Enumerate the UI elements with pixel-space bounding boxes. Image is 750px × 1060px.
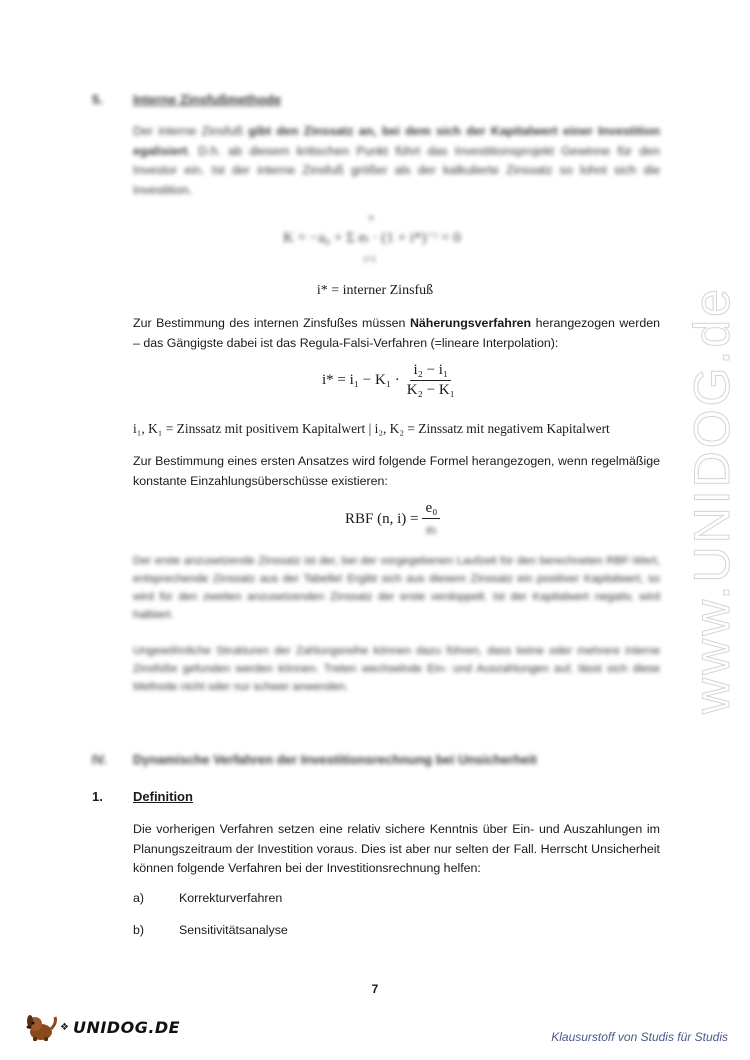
list-item-label: b)	[133, 923, 145, 937]
rbf-fraction	[422, 500, 440, 539]
rbf-lhs: RBF (n, i) =	[345, 511, 419, 527]
watermark: www.UNIDOG.de	[684, 286, 740, 714]
rbf-formula	[345, 500, 440, 539]
definition-paragraph: Die vorherigen Verfahren setzen eine relativ sichere Kenntnis über Ein- und Auszahlungen im Planungszeitraum der Investition voraus. Dies ist aber nur selten der Fall. Herrscht Unsicherheit können folgende Verfahren bei der Investitionsrechnung helfen:	[133, 822, 660, 875]
regula-falsi-formula	[322, 362, 458, 399]
list-item-label: a)	[133, 891, 145, 905]
kapitalwert-formula	[283, 228, 461, 247]
section-number: 5.	[92, 92, 103, 107]
regula-falsi-fraction	[404, 362, 458, 399]
method-text-end: herangezogen werden – das Gängigste dabei ist das Regula-Falsi-Verfahren (=lineare Interpolation):	[133, 316, 660, 350]
dog-icon	[24, 1012, 58, 1042]
interner-zinsfuss-definition: i* = interner Zinsfuß	[316, 283, 434, 298]
method-paragraph	[133, 314, 660, 353]
blurred-paragraph-2: Ungewöhnliche Strukturen der Zahlungsreihe können dazu führen, dass keine oder mehrere interne Zinsfüße gefunden werden können. Treten wechselnde Ein- und Auszahlungen auf, lässt sich diese Methode nicht oder nur schwer anwenden.	[133, 645, 660, 693]
intro-text-bold: gibt den Zinssatz an, bei dem sich der Kapitalwert einer Investition egalisiert	[133, 124, 661, 158]
subsection-number: 1.	[92, 789, 103, 804]
kapitalwert-formula-text: K = −a₀ + Σ eₜ · (1 + i*)⁻ᵗ = 0	[283, 230, 461, 246]
intro-text-end: . D.h. ab diesem kritischen Punkt führt das Investitionsprojekt Gewinne für den Investor ein. Ist der interne Zinsfuß größer als der kalkulierte Zinssatz so lohnt sich die Investition.	[133, 143, 660, 197]
variable-legend: i₁, K₁ = Zinssatz mit positivem Kapitalwert | i₂, K₂ = Zinssatz mit negativem Kapitalwert	[133, 421, 610, 436]
logo-text: UNIDOG.DE	[72, 1017, 181, 1037]
intro-text-start: Der interne Zinsfuß	[133, 124, 249, 138]
regula-falsi-lhs: i* = i₁ − K₁ ·	[322, 372, 400, 388]
footer-tagline: Klausurstoff von Studis für Studis	[551, 1030, 728, 1044]
sum-upper-limit: n	[369, 212, 374, 222]
paw-icon: ❖	[60, 1021, 69, 1033]
regula-falsi-numerator: i₂ − i₁	[410, 362, 451, 381]
regula-falsi-denominator: K₂ − K₁	[406, 382, 455, 398]
rbf-denominator: eₜ	[426, 522, 437, 538]
unidog-logo	[24, 1012, 180, 1042]
method-text-bold: Näherungsverfahren	[409, 316, 532, 330]
page-number: 7	[371, 982, 379, 996]
list-item-text: Korrekturverfahren	[179, 891, 283, 905]
list-item-text: Sensitivitätsanalyse	[179, 923, 288, 937]
rbf-numerator: e₀	[422, 500, 440, 519]
subsection-title: Definition	[133, 789, 193, 804]
blurred-paragraph-1: Der erste anzusetzende Zinssatz ist der, bei der vorgegebenen Laufzeit für den berechneten RBF-Wert, entsprechende Zinssatz aus der Tabelle! Ergibt sich aus diesem Zinssatz ein positiver Kapitalwert, so wird für den zweiten anzusetzenden Zinssatz der erste verdoppelt. Ist der Kapitalwert negativ, wird halbiert.	[133, 555, 660, 621]
method-text-start: Zur Bestimmung des internen Zinsfußes müssen	[133, 316, 410, 330]
chapter-number: IV.	[92, 752, 107, 767]
rbf-intro-paragraph: Zur Bestimmung eines ersten Ansatzes wird folgende Formel herangezogen, wenn regelmäßige konstante Einzahlungsüberschüsse existieren:	[133, 454, 660, 488]
intro-paragraph	[133, 122, 660, 200]
chapter-title: Dynamische Verfahren der Investitionsrechnung bei Unsicherheit	[133, 752, 537, 767]
section-title: Interne Zinsfußmethode	[133, 92, 282, 107]
sum-lower-limit: t=1	[364, 254, 377, 264]
